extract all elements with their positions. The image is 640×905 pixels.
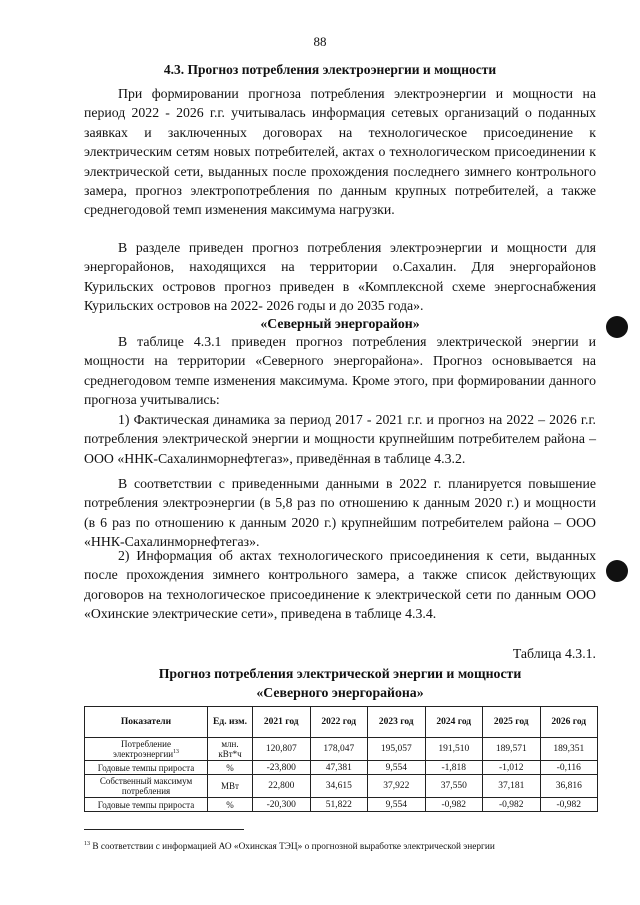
row-label: Годовые темпы прироста [85, 761, 208, 775]
header-cell: 2023 год [368, 707, 426, 738]
unit-cell: % [208, 798, 253, 812]
row-label: Собственный максимум потребления [85, 775, 208, 798]
value-cell: -23,800 [253, 761, 311, 775]
value-cell: 9,554 [368, 798, 426, 812]
unit-cell: МВт [208, 775, 253, 798]
value-cell: 120,807 [253, 738, 311, 761]
table-caption: Таблица 4.3.1. [512, 646, 596, 661]
paragraph: В соответствии с приведенными данными в 2022 г. планируется повышение потребления электроэнергии (в 5,8 раз по отношению к данным 2020 г.) и мощности (в 6 раз по отношению к данным 2020 г.) крупнейшим потребителем района – ООО «ННК-Сахалинморнефтегаз». [84, 476, 596, 550]
value-cell: 47,381 [310, 761, 368, 775]
paragraph: В таблице 4.3.1 приведен прогноз потребления электрической энергии и мощности на территории «Северного энергорайона». Прогноз основывается на среднегодовом темпе изменения максимума. Кроме этого, при формировании данного прогноза учитывались: [84, 334, 596, 408]
row-label-text: Потребление электроэнергии [113, 739, 174, 759]
table-row [85, 775, 598, 798]
value-cell: -1,818 [425, 761, 483, 775]
value-cell: -0,982 [425, 798, 483, 812]
header-cell: 2021 год [253, 707, 311, 738]
value-cell: -0,982 [540, 798, 598, 812]
value-cell: 37,922 [368, 775, 426, 798]
value-cell: 178,047 [310, 738, 368, 761]
value-cell: 191,510 [425, 738, 483, 761]
paragraph: При формировании прогноза потребления электроэнергии и мощности на период 2022 - 2026 г.г. учитывалась информация сетевых организаций о поданных заявках и заключенных договорах на технологическое присоединение к электрическим сетям новых потребителей, актах о технологическом присоединении к электрической сети, выданных после прохождения последнего зимнего контрольного замера, прогноз электропотребления по данным крупных потребителей, а также среднегодовой темп изменения максимума нагрузки. [84, 86, 596, 218]
table-row [85, 761, 598, 775]
table-title-line: «Северного энергорайона» [256, 685, 424, 700]
header-cell: 2022 год [310, 707, 368, 738]
footnote-ref: 13 [173, 749, 179, 755]
table-title [84, 664, 596, 702]
header-cell: 2024 год [425, 707, 483, 738]
value-cell: 36,816 [540, 775, 598, 798]
table-row [85, 798, 598, 812]
footnote-text: В соответствии с информацией АО «Охинская ТЭЦ» о прогнозной выработке электрической энергии [90, 842, 495, 852]
value-cell: -20,300 [253, 798, 311, 812]
value-cell: -0,116 [540, 761, 598, 775]
value-cell: 34,615 [310, 775, 368, 798]
header-cell: Ед. изм. [208, 707, 253, 738]
section-title: 4.3. Прогноз потребления электроэнергии и мощности [163, 62, 497, 77]
header-cell: 2026 год [540, 707, 598, 738]
page-number: 88 [313, 34, 327, 49]
value-cell: 9,554 [368, 761, 426, 775]
value-cell: 189,351 [540, 738, 598, 761]
paragraph: 1) Фактическая динамика за период 2017 - 2021 г.г. и прогноз на 2022 – 2026 г.г. потребления электрической энергии и мощности крупнейшим потребителем района – ООО «ННК-Сахалинморнефтегаз», приведённая в таблице 4.3.2. [84, 412, 596, 466]
value-cell: -1,012 [483, 761, 541, 775]
footnote-mark: 13 [84, 840, 91, 847]
footnote [84, 842, 604, 852]
scan-marker [606, 316, 628, 338]
table-row [85, 738, 598, 761]
subheading: «Северный энергорайон» [260, 316, 420, 331]
paragraph: В разделе приведен прогноз потребления электроэнергии и мощности для энергорайонов, находящихся на территории о.Сахалин. Для энергорайонов Курильских островов прогноз приведен в «Комплексной схеме энергоснабжения Курильских островов на 2022- 2026 годы и до 2035 года». [84, 240, 596, 314]
value-cell: 189,571 [483, 738, 541, 761]
row-label: Годовые темпы прироста [85, 798, 208, 812]
unit-cell: % [208, 761, 253, 775]
table-header-row [85, 707, 598, 738]
value-cell: 195,057 [368, 738, 426, 761]
value-cell: 22,800 [253, 775, 311, 798]
header-cell: 2025 год [483, 707, 541, 738]
forecast-table [84, 706, 598, 812]
value-cell: 37,181 [483, 775, 541, 798]
table-title-line: Прогноз потребления электрической энергии и мощности [158, 666, 522, 681]
unit-cell: млн. кВт*ч [208, 738, 253, 761]
value-cell: -0,982 [483, 798, 541, 812]
footnote-rule [84, 829, 244, 830]
value-cell: 51,822 [310, 798, 368, 812]
scan-marker [606, 560, 628, 582]
header-cell: Показатели [85, 707, 208, 738]
value-cell: 37,550 [425, 775, 483, 798]
paragraph: 2) Информация об актах технологического присоединения к сети, выданных после прохождения зимнего контрольного замера, а также список действующих договоров на технологическое присоединение к электрической сети по данным ООО «Охинские электрические сети», приведена в таблице 4.3.4. [84, 548, 596, 622]
row-label [85, 738, 208, 761]
